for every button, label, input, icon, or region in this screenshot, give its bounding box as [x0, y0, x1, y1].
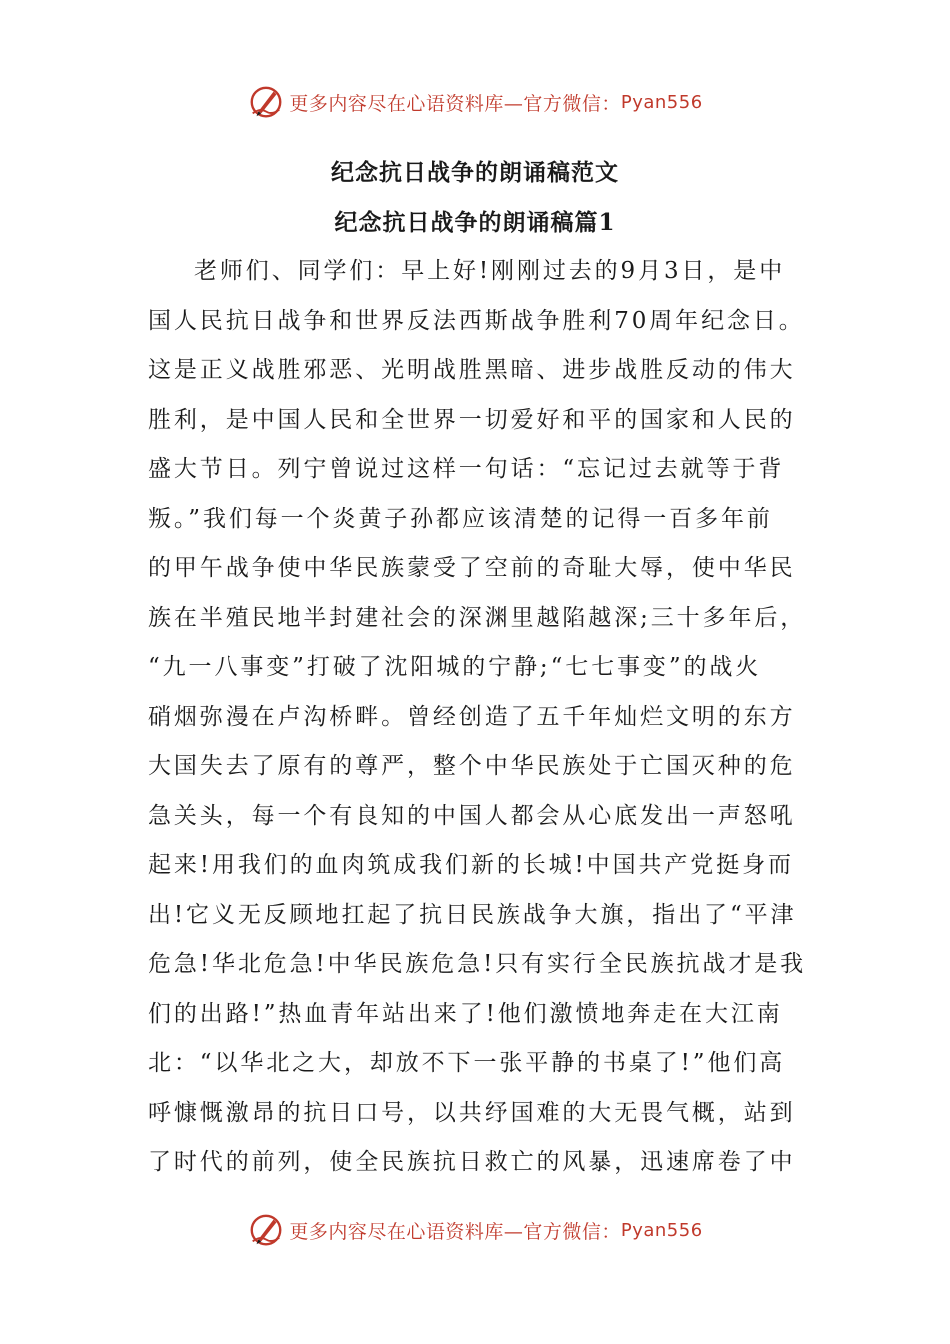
header-banner — [0, 80, 950, 124]
banner-site-text: 更多内容尽在心语资料库—官方微信： — [289, 92, 621, 115]
banner-site-text: 更多内容尽在心语资料库—官方微信： — [289, 1220, 621, 1243]
text-line: 硝烟弥漫在卢沟桥畔。曾经创造了五千年灿烂文明的东方 — [148, 703, 796, 730]
text-line: 急关头，每一个有良知的中国人都会从心底发出一声怒吼 — [148, 802, 796, 829]
banner-wechat-id: Pyan556 — [620, 91, 703, 113]
pen-nib-logo-icon — [247, 83, 285, 121]
text-line: 盛大节日。列宁曾说过这样一句话：“忘记过去就等于背 — [148, 456, 785, 482]
text-line: 出!它义无反顾地扛起了抗日民族战争大旗，指出了“平津 — [148, 901, 797, 928]
text-line: 叛。”我们每一个炎黄子孙都应该清楚的记得一百多年前 — [148, 505, 773, 532]
text-line: 起来!用我们的血肉筑成我们新的长城!中国共产党挺身而 — [148, 852, 794, 878]
text-line: “九一八事变”打破了沈阳城的宁静;“七七事变”的战火 — [148, 654, 762, 680]
banner-wechat-id: Pyan556 — [620, 1219, 703, 1241]
text-line: 北：“以华北之大，却放不下一张平静的书桌了!”他们高 — [148, 1050, 786, 1076]
text-line: 了时代的前列，使全民族抗日救亡的风暴，迅速席卷了中 — [148, 1149, 796, 1175]
section-title: 纪念抗日战争的朗诵稿篇1 — [334, 209, 616, 236]
pen-nib-logo-icon — [247, 1211, 285, 1249]
footer-banner — [0, 1208, 950, 1252]
text-line: 族在半殖民地半封建社会的深渊里越陷越深;三十多年后， — [148, 604, 807, 631]
text-line: 们的出路!”热血青年站出来了!他们激愤地奔走在大江南 — [148, 1000, 783, 1027]
body-paragraph — [148, 247, 808, 1188]
text-line: 这是正义战胜邪恶、光明战胜黑暗、进步战胜反动的伟大 — [148, 357, 796, 383]
page-title: 纪念抗日战争的朗诵稿范文 — [331, 159, 619, 186]
text-line: 危急!华北危急!中华民族危急!只有实行全民族抗战才是我 — [148, 951, 807, 977]
text-line: 胜利，是中国人民和全世界一切爱好和平的国家和人民的 — [148, 406, 796, 433]
text-line: 老师们、同学们：早上好!刚刚过去的9月3日，是中 — [194, 258, 786, 284]
text-line: 的甲午战争使中华民族蒙受了空前的奇耻大辱，使中华民 — [148, 555, 796, 581]
text-line: 呼慷慨激昂的抗日口号，以共纾国难的大无畏气概，站到 — [148, 1099, 796, 1126]
text-line: 国人民抗日战争和世界反法西斯战争胜利70周年纪念日。 — [148, 307, 805, 334]
text-line: 大国失去了原有的尊严，整个中华民族处于亡国灭种的危 — [148, 753, 796, 779]
